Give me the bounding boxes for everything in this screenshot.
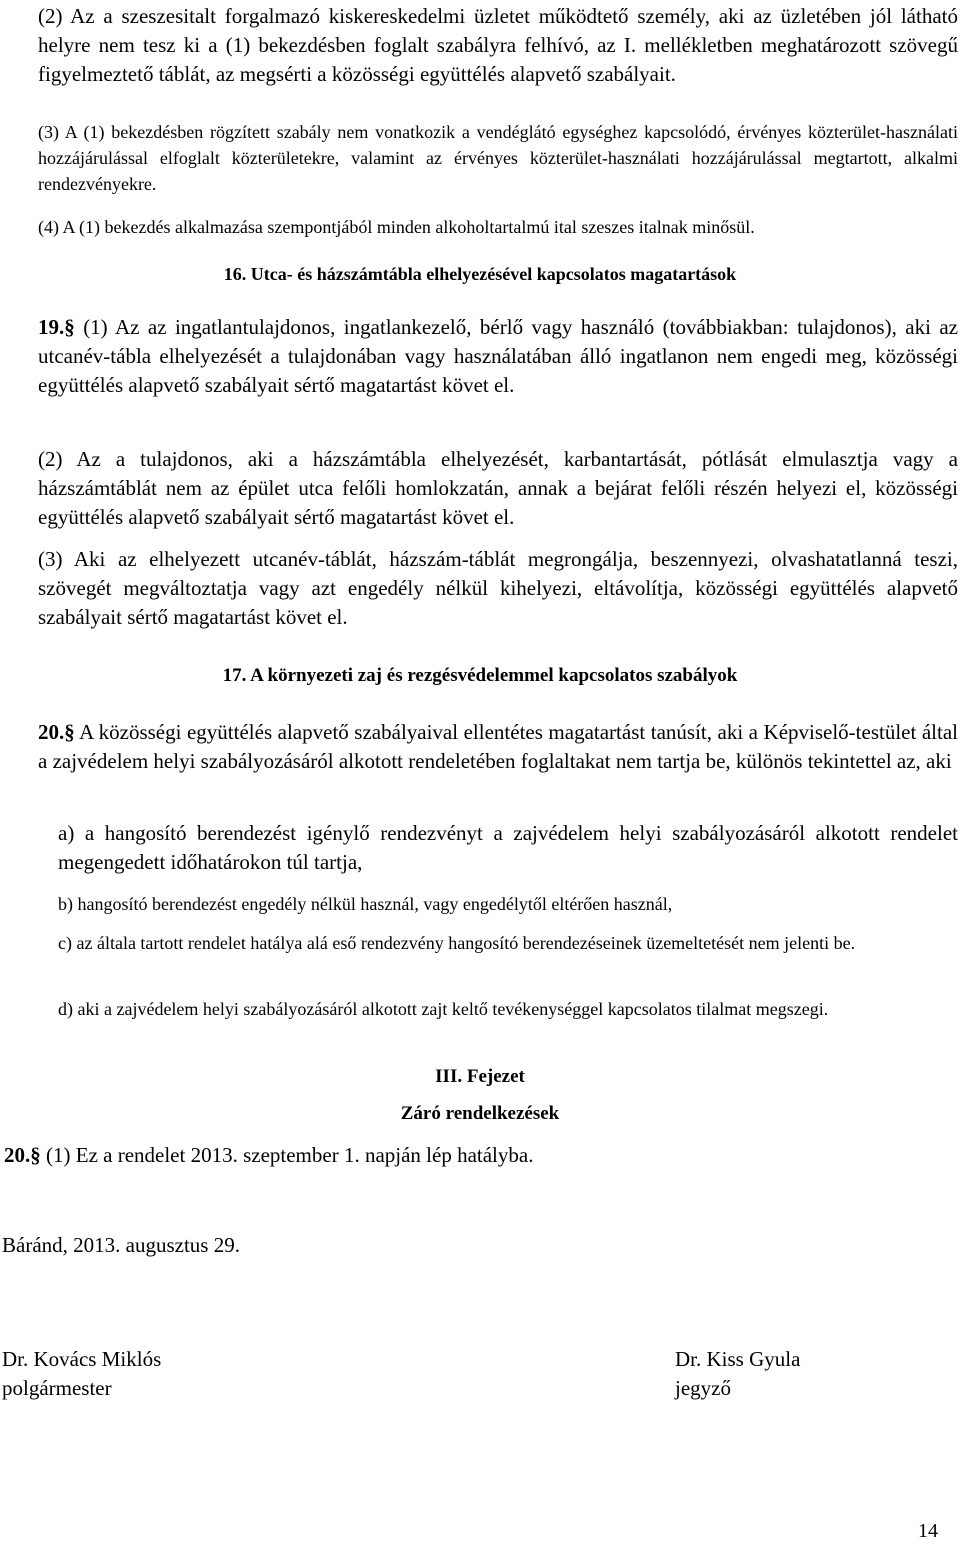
section-heading-17: 17. A környezeti zaj és rezgésvédelemmel kapcsolatos szabályok [222,665,738,686]
chapter-title: Záró rendelkezések [400,1103,560,1124]
signature-right-name: Dr. Kiss Gyula [675,1347,801,1371]
section-number: 20.§ [4,1143,41,1167]
section-19-1 [38,313,958,400]
paragraph-15-2: (2) Az a szeszesitalt forgalmazó kiskereskedelmi üzletet működtető személy, aki az üzletében jól látható helyre nem tesz ki a (1) bekezdésben foglalt szabályra felhívó, az I. mellékletben meghatározott szövegű figyelmeztető táblát, az megsérti a közösségi együttélés alapvető szabályait. [38,4,958,86]
signature-left-title: polgármester [2,1376,112,1400]
place-date: Báránd, 2013. augusztus 29. [2,1233,240,1257]
signature-right-title: jegyző [675,1376,731,1400]
section-19-3: (3) Aki az elhelyezett utcanév-táblát, házszám-táblát megrongálja, beszennyezi, olvashatatlanná teszi, szövegét megváltoztatja vagy azt engedély nélkül kihelyezi, eltávolítja, közösségi együttélés alapvető szabályait sértő magatartást követ el. [38,547,958,629]
section-number: 20.§ [38,720,75,744]
chapter-number: III. Fejezet [435,1066,525,1087]
list-item-a: a) a hangosító berendezést igénylő rendezvényt a zajvédelem helyi szabályozásáról alkotott rendelet megengedett időhatárokon túl tartja, [58,821,958,874]
list-item-b: b) hangosító berendezést engedély nélkül használ, vagy engedélytől eltérően használ, [58,894,673,914]
signature-left-name: Dr. Kovács Miklós [2,1347,162,1371]
section-text: A közösségi együttélés alapvető szabályaival ellentétes magatartást tanúsít, aki a Képviselő-testület által a zajvédelem helyi szabályozásáról alkotott rendeletében foglaltakat nem tartja be, különös tekintettel az, aki [38,720,958,773]
list-item-c: c) az általa tartott rendelet hatálya alá eső rendezvény hangosító berendezéseinek üzemeltetését nem jelenti be. [58,933,856,953]
list-item-d: d) aki a zajvédelem helyi szabályozásáról alkotott zajt keltő tevékenységgel kapcsolatos tilalmat megszegi. [58,999,829,1019]
section-text: (1) Ez a rendelet 2013. szeptember 1. napján lép hatályba. [40,1143,534,1167]
paragraph-15-3: (3) A (1) bekezdésben rögzített szabály nem vonatkozik a vendéglátó egységhez kapcsolódó, érvényes közterület-használati hozzájárulással elfoglalt közterületekre, valamint az érvényes közterület-használati hozzájárulással megtartott, alkalmi rendezvényekre. [38,122,958,194]
page-number: 14 [918,1520,938,1542]
paragraph-15-4: (4) A (1) bekezdés alkalmazása szempontjából minden alkoholtartalmú ital szeszes italnak minősül. [38,217,755,237]
section-20-intro [38,718,958,776]
section-20-final [4,1141,924,1170]
section-19-2: (2) Az a tulajdonos, aki a házszámtábla elhelyezését, karbantartását, pótlását elmulasztja vagy a házszámtáblát nem az épület utca felőli homlokzatán, annak a bejárat felőli részén helyezi el, közösségi együttélés alapvető szabályait sértő magatartást követ el. [38,447,958,529]
section-heading-16: 16. Utca- és házszámtábla elhelyezésével kapcsolatos magatartások [223,264,737,284]
section-number: 19.§ [38,315,75,339]
section-text: (1) Az az ingatlantulajdonos, ingatlankezelő, bérlő vagy használó (továbbiakban: tulajdonos), aki az utcanév-tábla elhelyezését a tulajdonában vagy használatában álló ingatlanon nem engedi meg, közösségi együttélés alapvető szabályait sértő magatartást követ el. [38,315,958,397]
